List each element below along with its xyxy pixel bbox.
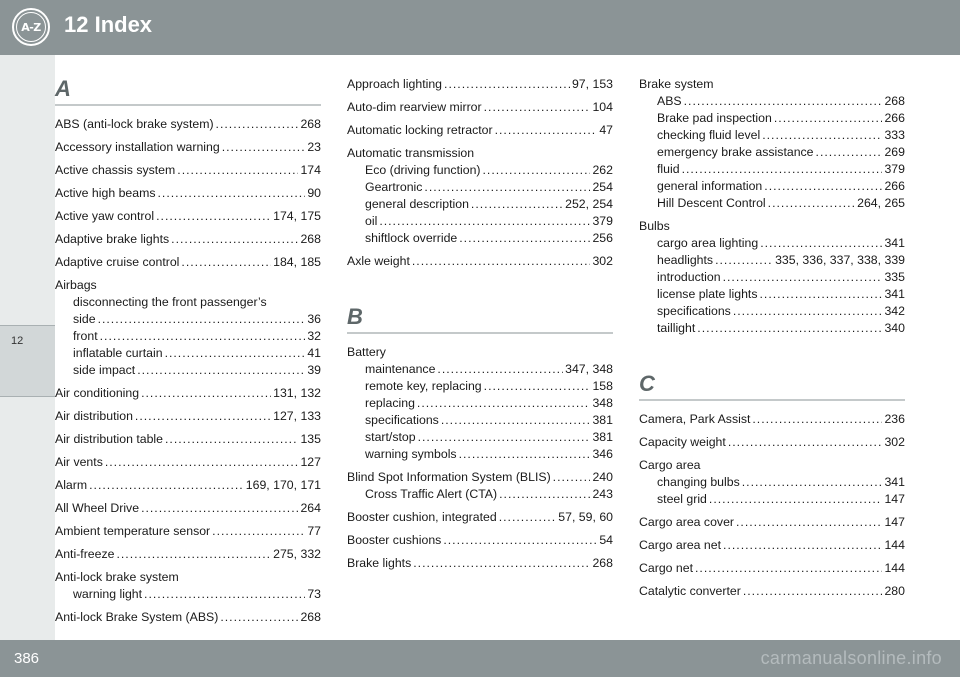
entry-pages: 264, 265 xyxy=(857,196,905,210)
subentry[interactable] xyxy=(365,179,613,196)
subentry[interactable] xyxy=(657,178,905,195)
group-heading: Battery xyxy=(347,345,386,359)
leader-dots xyxy=(412,253,591,270)
leader-dots xyxy=(684,93,883,110)
leader-dots xyxy=(157,185,305,202)
entry-pages: 347, 348 xyxy=(565,362,613,376)
entry-pages: 252, 254 xyxy=(565,197,613,211)
side-column xyxy=(0,55,55,640)
leader-dots xyxy=(379,213,590,230)
entry-pages: 236 xyxy=(884,412,905,426)
entry-label: replacing xyxy=(365,396,415,410)
entry-label: license plate lights xyxy=(657,287,758,301)
index-group xyxy=(639,457,905,508)
page-title: 12 Index xyxy=(64,12,153,37)
entry-label: Adaptive cruise control xyxy=(55,255,180,269)
entry-pages: 335 xyxy=(884,270,905,284)
entry-pages: 77 xyxy=(307,524,321,538)
entry-label: maintenance xyxy=(365,362,436,376)
entry-label: Accessory installation warning xyxy=(55,140,220,154)
entry-pages: 127 xyxy=(300,455,321,469)
entry-pages: 264 xyxy=(300,501,321,515)
index-entry[interactable] xyxy=(55,609,321,626)
subentry[interactable] xyxy=(365,378,613,395)
index-group xyxy=(639,76,905,212)
entry-label: general information xyxy=(657,179,763,193)
entry-pages: 243 xyxy=(592,487,613,501)
entry-pages: 32 xyxy=(307,329,321,343)
leader-dots xyxy=(141,385,271,402)
index-entry[interactable] xyxy=(347,532,613,549)
subentry[interactable] xyxy=(657,235,905,252)
entry-pages: 184, 185 xyxy=(273,255,321,269)
entry-pages: 269 xyxy=(884,145,905,159)
index-entry[interactable] xyxy=(639,514,905,531)
entry-pages: 158 xyxy=(592,379,613,393)
leader-dots xyxy=(760,235,882,252)
index-entry[interactable] xyxy=(639,560,905,577)
subentry[interactable] xyxy=(657,195,905,212)
entry-pages: 57, 59, 60 xyxy=(558,510,613,524)
entry-pages: 346 xyxy=(592,447,613,461)
index-entry[interactable] xyxy=(55,231,321,248)
subentry-list xyxy=(639,235,905,337)
index-entry[interactable] xyxy=(55,454,321,471)
entry-label: start/stop xyxy=(365,430,416,444)
leader-dots xyxy=(144,586,305,603)
entry-label: Booster cushions xyxy=(347,533,442,547)
chapter-tab[interactable] xyxy=(0,325,55,397)
index-entry[interactable] xyxy=(55,162,321,179)
section-divider xyxy=(55,104,321,106)
leader-dots xyxy=(443,532,597,549)
index-entry[interactable] xyxy=(55,546,321,563)
entry-pages: 174 xyxy=(300,163,321,177)
entry-pages: 36 xyxy=(307,312,321,326)
entry-pages: 266 xyxy=(884,111,905,125)
subentry[interactable] xyxy=(657,127,905,144)
page-number: 386 xyxy=(14,650,40,667)
subentry-list xyxy=(55,586,321,603)
entry-label: Adaptive brake lights xyxy=(55,232,170,246)
entry-pages: 147 xyxy=(884,515,905,529)
leader-dots xyxy=(471,196,563,213)
subentry-list xyxy=(347,162,613,247)
subentry[interactable] xyxy=(365,446,613,463)
entry-label: Air conditioning xyxy=(55,386,140,400)
subentry-list xyxy=(347,486,613,503)
entry-pages: 333 xyxy=(884,128,905,142)
entry-pages: 379 xyxy=(884,162,905,176)
entry-label: All Wheel Drive xyxy=(55,501,140,515)
leader-dots xyxy=(715,252,773,269)
entry-label: side impact xyxy=(73,363,136,377)
entry-pages: 348 xyxy=(592,396,613,410)
leader-dots xyxy=(768,195,855,212)
index-entry[interactable] xyxy=(55,185,321,202)
subentry[interactable] xyxy=(657,93,905,110)
index-entry[interactable] xyxy=(55,408,321,425)
entry-pages: 47 xyxy=(599,123,613,137)
entry-pages: 341 xyxy=(884,236,905,250)
entry-pages: 302 xyxy=(884,435,905,449)
entry-label: Brake lights xyxy=(347,556,412,570)
index-entry[interactable] xyxy=(55,254,321,271)
entry-label: Camera, Park Assist xyxy=(639,412,751,426)
entry-pages: 104 xyxy=(592,100,613,114)
subentry-list xyxy=(55,294,321,379)
entry-label: headlights xyxy=(657,253,714,267)
entry-label: Blind Spot Information System (BLIS) xyxy=(347,470,551,484)
leader-dots xyxy=(156,208,271,225)
leader-dots xyxy=(171,231,298,248)
entry-label: changing bulbs xyxy=(657,475,740,489)
subentry[interactable] xyxy=(365,196,613,213)
entry-pages: 266 xyxy=(884,179,905,193)
leader-dots xyxy=(743,583,883,600)
index-entry[interactable] xyxy=(55,477,321,494)
entry-pages: 268 xyxy=(884,94,905,108)
subentry[interactable] xyxy=(365,395,613,412)
section-letter: B xyxy=(347,304,363,329)
index-entry[interactable] xyxy=(639,434,905,451)
group-heading: Cargo area xyxy=(639,458,701,472)
leader-dots xyxy=(728,434,883,451)
leader-dots xyxy=(459,230,590,247)
index-entry[interactable] xyxy=(347,253,613,270)
subentry[interactable] xyxy=(657,286,905,303)
entry-pages: 147 xyxy=(884,492,905,506)
index-entry[interactable] xyxy=(347,469,613,486)
leader-dots xyxy=(495,122,598,139)
entry-label: Active chassis system xyxy=(55,163,176,177)
entry-label: Anti-freeze xyxy=(55,547,115,561)
subentry[interactable] xyxy=(657,161,905,178)
index-entry[interactable] xyxy=(55,208,321,225)
subentry[interactable] xyxy=(365,412,613,429)
entry-pages: 341 xyxy=(884,475,905,489)
leader-dots xyxy=(137,362,305,379)
entry-pages: 268 xyxy=(592,556,613,570)
index-entry[interactable] xyxy=(347,509,613,526)
entry-label: Active high beams xyxy=(55,186,156,200)
entry-label: general description xyxy=(365,197,469,211)
entry-label: Approach lighting xyxy=(347,77,443,91)
leader-dots xyxy=(441,412,591,429)
leader-dots xyxy=(733,303,883,320)
entry-label: Automatic locking retractor xyxy=(347,123,493,137)
entry-pages: 256 xyxy=(592,231,613,245)
leader-dots xyxy=(165,431,298,448)
leader-dots xyxy=(413,555,590,572)
entry-label: Auto-dim rearview mirror xyxy=(347,100,482,114)
entry-label: Cargo net xyxy=(639,561,694,575)
entry-pages: 169, 170, 171 xyxy=(245,478,321,492)
index-entry[interactable] xyxy=(55,431,321,448)
entry-pages: 240 xyxy=(592,470,613,484)
subentry-list xyxy=(639,474,905,508)
entry-label: Alarm xyxy=(55,478,88,492)
subentry[interactable] xyxy=(657,491,905,508)
index-entry[interactable] xyxy=(55,500,321,517)
leader-dots xyxy=(116,546,271,563)
entry-pages: 39 xyxy=(307,363,321,377)
entry-pages: 54 xyxy=(599,533,613,547)
section-divider xyxy=(639,399,905,401)
subentry[interactable] xyxy=(73,311,321,328)
leader-dots xyxy=(742,474,883,491)
leader-dots xyxy=(444,76,570,93)
entry-label: fluid xyxy=(657,162,680,176)
group-heading: Airbags xyxy=(55,278,97,292)
subentry[interactable] xyxy=(365,429,613,446)
entry-label: Cargo area cover xyxy=(639,515,735,529)
group-heading: Anti-lock brake system xyxy=(55,570,179,584)
leader-dots xyxy=(100,328,306,345)
entry-pages: 340 xyxy=(884,321,905,335)
index-entry[interactable] xyxy=(347,99,613,116)
subentry-list xyxy=(639,93,905,212)
leader-dots xyxy=(181,254,271,271)
index-entry[interactable] xyxy=(639,537,905,554)
leader-dots xyxy=(762,127,882,144)
index-group xyxy=(55,569,321,603)
entry-label: side xyxy=(73,312,96,326)
subentry[interactable] xyxy=(365,230,613,247)
leader-dots xyxy=(484,378,591,395)
leader-dots xyxy=(98,311,306,328)
index-entry[interactable] xyxy=(55,523,321,540)
section-letter: A xyxy=(55,76,71,101)
entry-label: Geartronic xyxy=(365,180,423,194)
leader-dots xyxy=(165,345,306,362)
leader-dots xyxy=(141,500,298,517)
subentry[interactable] xyxy=(73,586,321,603)
entry-pages: 341 xyxy=(884,287,905,301)
entry-pages: 379 xyxy=(592,214,613,228)
leader-dots xyxy=(483,162,591,179)
subentry-label-line: disconnecting the front passenger’s xyxy=(73,295,267,309)
leader-dots xyxy=(212,523,305,540)
subentry[interactable] xyxy=(657,269,905,286)
leader-dots xyxy=(437,361,563,378)
subentry[interactable] xyxy=(657,320,905,337)
index-entry[interactable] xyxy=(55,139,321,156)
leader-dots xyxy=(695,560,882,577)
index-group xyxy=(347,344,613,463)
leader-dots xyxy=(222,139,306,156)
group-heading: Bulbs xyxy=(639,219,670,233)
entry-label: cargo area lighting xyxy=(657,236,759,250)
index-entry[interactable] xyxy=(639,583,905,600)
leader-dots xyxy=(499,509,557,526)
entry-label: steel grid xyxy=(657,492,707,506)
index-group xyxy=(347,469,613,503)
entry-label: Hill Descent Control xyxy=(657,196,766,210)
entry-label: inflatable curtain xyxy=(73,346,163,360)
entry-pages: 335, 336, 337, 338, 339 xyxy=(775,253,905,267)
entry-label: warning light xyxy=(73,587,143,601)
leader-dots xyxy=(424,179,590,196)
entry-pages: 268 xyxy=(300,610,321,624)
leader-dots xyxy=(89,477,244,494)
entry-label: shiftlock override xyxy=(365,231,458,245)
entry-label: Capacity weight xyxy=(639,435,726,449)
leader-dots xyxy=(774,110,883,127)
entry-label: introduction xyxy=(657,270,721,284)
subentry[interactable] xyxy=(657,474,905,491)
logo-text: A-Z xyxy=(16,12,46,42)
entry-pages: 254 xyxy=(592,180,613,194)
leader-dots xyxy=(220,609,298,626)
entry-pages: 268 xyxy=(300,117,321,131)
index-group xyxy=(347,145,613,247)
leader-dots xyxy=(459,446,591,463)
index-entry[interactable] xyxy=(55,116,321,133)
section-spacer xyxy=(639,343,905,365)
entry-pages: 302 xyxy=(592,254,613,268)
entry-label: warning symbols xyxy=(365,447,457,461)
entry-label: oil xyxy=(365,214,378,228)
subentry[interactable] xyxy=(657,252,905,269)
entry-pages: 262 xyxy=(592,163,613,177)
leader-dots xyxy=(417,395,591,412)
entry-label: Air distribution xyxy=(55,409,133,423)
subentry[interactable] xyxy=(365,486,613,503)
index-group xyxy=(55,277,321,379)
group-heading: Automatic transmission xyxy=(347,146,475,160)
entry-label: front xyxy=(73,329,98,343)
index-column-3 xyxy=(639,70,905,606)
entry-pages: 41 xyxy=(307,346,321,360)
index-entry[interactable] xyxy=(639,411,905,428)
entry-pages: 23 xyxy=(307,140,321,154)
entry-label: Air distribution table xyxy=(55,432,163,446)
leader-dots xyxy=(764,178,882,195)
subentry[interactable] xyxy=(365,213,613,230)
entry-label: Anti-lock Brake System (ABS) xyxy=(55,610,219,624)
entry-pages: 268 xyxy=(300,232,321,246)
subentry[interactable] xyxy=(657,144,905,161)
chapter-tab-label: 12 xyxy=(11,335,24,347)
subentry[interactable] xyxy=(73,345,321,362)
section-spacer xyxy=(347,276,613,298)
entry-pages: 381 xyxy=(592,430,613,444)
leader-dots xyxy=(723,269,883,286)
subentry[interactable] xyxy=(73,362,321,379)
entry-pages: 144 xyxy=(884,561,905,575)
entry-pages: 131, 132 xyxy=(273,386,321,400)
header-bar xyxy=(0,0,960,55)
entry-label: Air vents xyxy=(55,455,103,469)
entry-label: ABS xyxy=(657,94,682,108)
subentry[interactable] xyxy=(73,328,321,345)
leader-dots xyxy=(816,144,883,161)
group-heading: Brake system xyxy=(639,77,714,91)
entry-pages: 97, 153 xyxy=(571,77,613,91)
leader-dots xyxy=(177,162,298,179)
entry-label: emergency brake assistance xyxy=(657,145,814,159)
leader-dots xyxy=(499,486,590,503)
entry-label: Cross Traffic Alert (CTA) xyxy=(365,487,498,501)
leader-dots xyxy=(484,99,591,116)
section-divider xyxy=(347,332,613,334)
leader-dots xyxy=(736,514,882,531)
entry-pages: 381 xyxy=(592,413,613,427)
leader-dots xyxy=(723,537,882,554)
leader-dots xyxy=(697,320,882,337)
index-column-2 xyxy=(347,70,613,578)
index-entry[interactable] xyxy=(347,555,613,572)
leader-dots xyxy=(418,429,591,446)
leader-dots xyxy=(553,469,591,486)
index-column-1 xyxy=(55,70,321,632)
entry-label: specifications xyxy=(657,304,731,318)
leader-dots xyxy=(105,454,299,471)
entry-pages: 135 xyxy=(300,432,321,446)
entry-pages: 280 xyxy=(884,584,905,598)
entry-pages: 174, 175 xyxy=(273,209,321,223)
entry-label: specifications xyxy=(365,413,439,427)
entry-label: Catalytic converter xyxy=(639,584,741,598)
entry-label: Eco (driving function) xyxy=(365,163,481,177)
leader-dots xyxy=(752,411,882,428)
subentry[interactable] xyxy=(657,110,905,127)
entry-label: checking fluid level xyxy=(657,128,761,142)
entry-label: Ambient temperature sensor xyxy=(55,524,211,538)
watermark: carmanualsonline.info xyxy=(760,648,942,668)
entry-pages: 275, 332 xyxy=(273,547,321,561)
entry-pages: 73 xyxy=(307,587,321,601)
entry-pages: 127, 133 xyxy=(273,409,321,423)
entry-label: Brake pad inspection xyxy=(657,111,772,125)
entry-label: taillight xyxy=(657,321,696,335)
leader-dots xyxy=(135,408,271,425)
index-az-icon xyxy=(12,8,50,46)
index-group xyxy=(639,218,905,337)
index-entry[interactable] xyxy=(347,122,613,139)
subentry[interactable] xyxy=(365,162,613,179)
leader-dots xyxy=(759,286,882,303)
subentry[interactable] xyxy=(365,361,613,378)
entry-pages: 90 xyxy=(307,186,321,200)
entry-label: Cargo area net xyxy=(639,538,722,552)
leader-dots xyxy=(682,161,883,178)
index-entry[interactable] xyxy=(347,76,613,93)
index-entry[interactable] xyxy=(55,385,321,402)
entry-pages: 342 xyxy=(884,304,905,318)
leader-dots xyxy=(709,491,883,508)
entry-label: ABS (anti-lock brake system) xyxy=(55,117,214,131)
subentry-list xyxy=(347,361,613,463)
entry-label: Axle weight xyxy=(347,254,410,268)
entry-label: remote key, replacing xyxy=(365,379,482,393)
subentry[interactable] xyxy=(657,303,905,320)
entry-pages: 144 xyxy=(884,538,905,552)
section-letter: C xyxy=(639,371,655,396)
leader-dots xyxy=(216,116,299,133)
entry-label: Active yaw control xyxy=(55,209,155,223)
entry-label: Booster cushion, integrated xyxy=(347,510,497,524)
